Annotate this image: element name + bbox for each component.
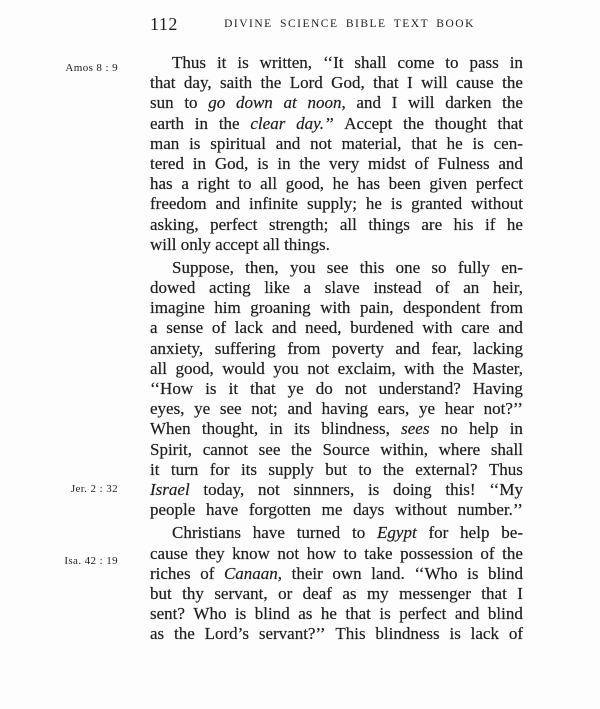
text-line: all good, would you not exclaim, with the Master, <box>150 358 523 378</box>
text-line: cause they know not how to take possession of the <box>150 543 523 563</box>
text-line: tered in God, is in the very midst of Fulness and <box>150 153 523 173</box>
margin-note-amos-8-9: Amos 8 : 9 <box>65 62 118 74</box>
text-line: earth in the clear day.’’ Accept the thought that <box>150 113 523 133</box>
margin-note-isa-42-19: Isa. 42 : 19 <box>64 555 118 567</box>
text-line: but thy servant, or deaf as my messenger that I <box>150 583 523 603</box>
text-line: will only accept all things. <box>150 234 330 254</box>
text-line: that day, saith the Lord God, that I will cause the <box>150 73 523 93</box>
text-line: asking, perfect strength; all things are his if he <box>150 214 523 234</box>
paragraph <box>150 258 523 520</box>
paragraph <box>150 53 523 255</box>
text-line: dowed acting like a slave instead of an heir, <box>150 278 523 298</box>
text-line: Christians have turned to Egypt for help be- <box>172 523 523 543</box>
text-line: Suppose, then, you see this one so fully en- <box>172 257 523 277</box>
text-line: a sense of lack and need, burdened with care and <box>150 318 523 338</box>
text-line: anxiety, suffering from poverty and fear, lacking <box>150 338 523 358</box>
running-title: DIVINE SCIENCE BIBLE TEXT BOOK <box>224 18 475 30</box>
text-line: Israel today, not sinnners, is doing this! ‘‘My <box>150 479 523 499</box>
text-line: people have forgotten me days without number.’’ <box>150 500 523 520</box>
text-line: sent? Who is blind as he that is perfect and blind <box>150 604 523 624</box>
text-line: ‘‘How is it that ye do not understand? Having <box>150 379 523 398</box>
text-line: freedom and infinite supply; he is granted without <box>150 194 523 214</box>
text-line: man is spiritual and not material, that he is cen- <box>150 133 523 153</box>
body-text <box>150 53 523 644</box>
text-line: eyes, ye see not; and having ears, ye hear not?’’ <box>150 399 523 419</box>
paragraph <box>150 523 523 644</box>
page-header <box>150 14 523 36</box>
text-line: it turn for its supply but to the external? Thus <box>150 459 523 479</box>
margin-note-jer-2-32: Jer. 2 : 32 <box>70 483 118 495</box>
text-line: as the Lord’s servant?’’ This blindness is lack of <box>150 624 523 644</box>
text-line: When thought, in its blindness, sees no help in <box>150 419 523 439</box>
page-number: 112 <box>150 14 178 34</box>
text-line: sun to go down at noon, and I will darken the <box>150 93 523 113</box>
text-line: imagine him groaning with pain, despondent from <box>150 298 523 318</box>
text-line: Spirit, cannot see the Source within, where shall <box>150 439 523 459</box>
text-line: Thus it is written, ‘‘It shall come to pass in <box>172 53 523 72</box>
text-line: has a right to all good, he has been given perfect <box>150 174 523 194</box>
text-line: riches of Canaan, their own land. ‘‘Who is blind <box>150 563 523 583</box>
